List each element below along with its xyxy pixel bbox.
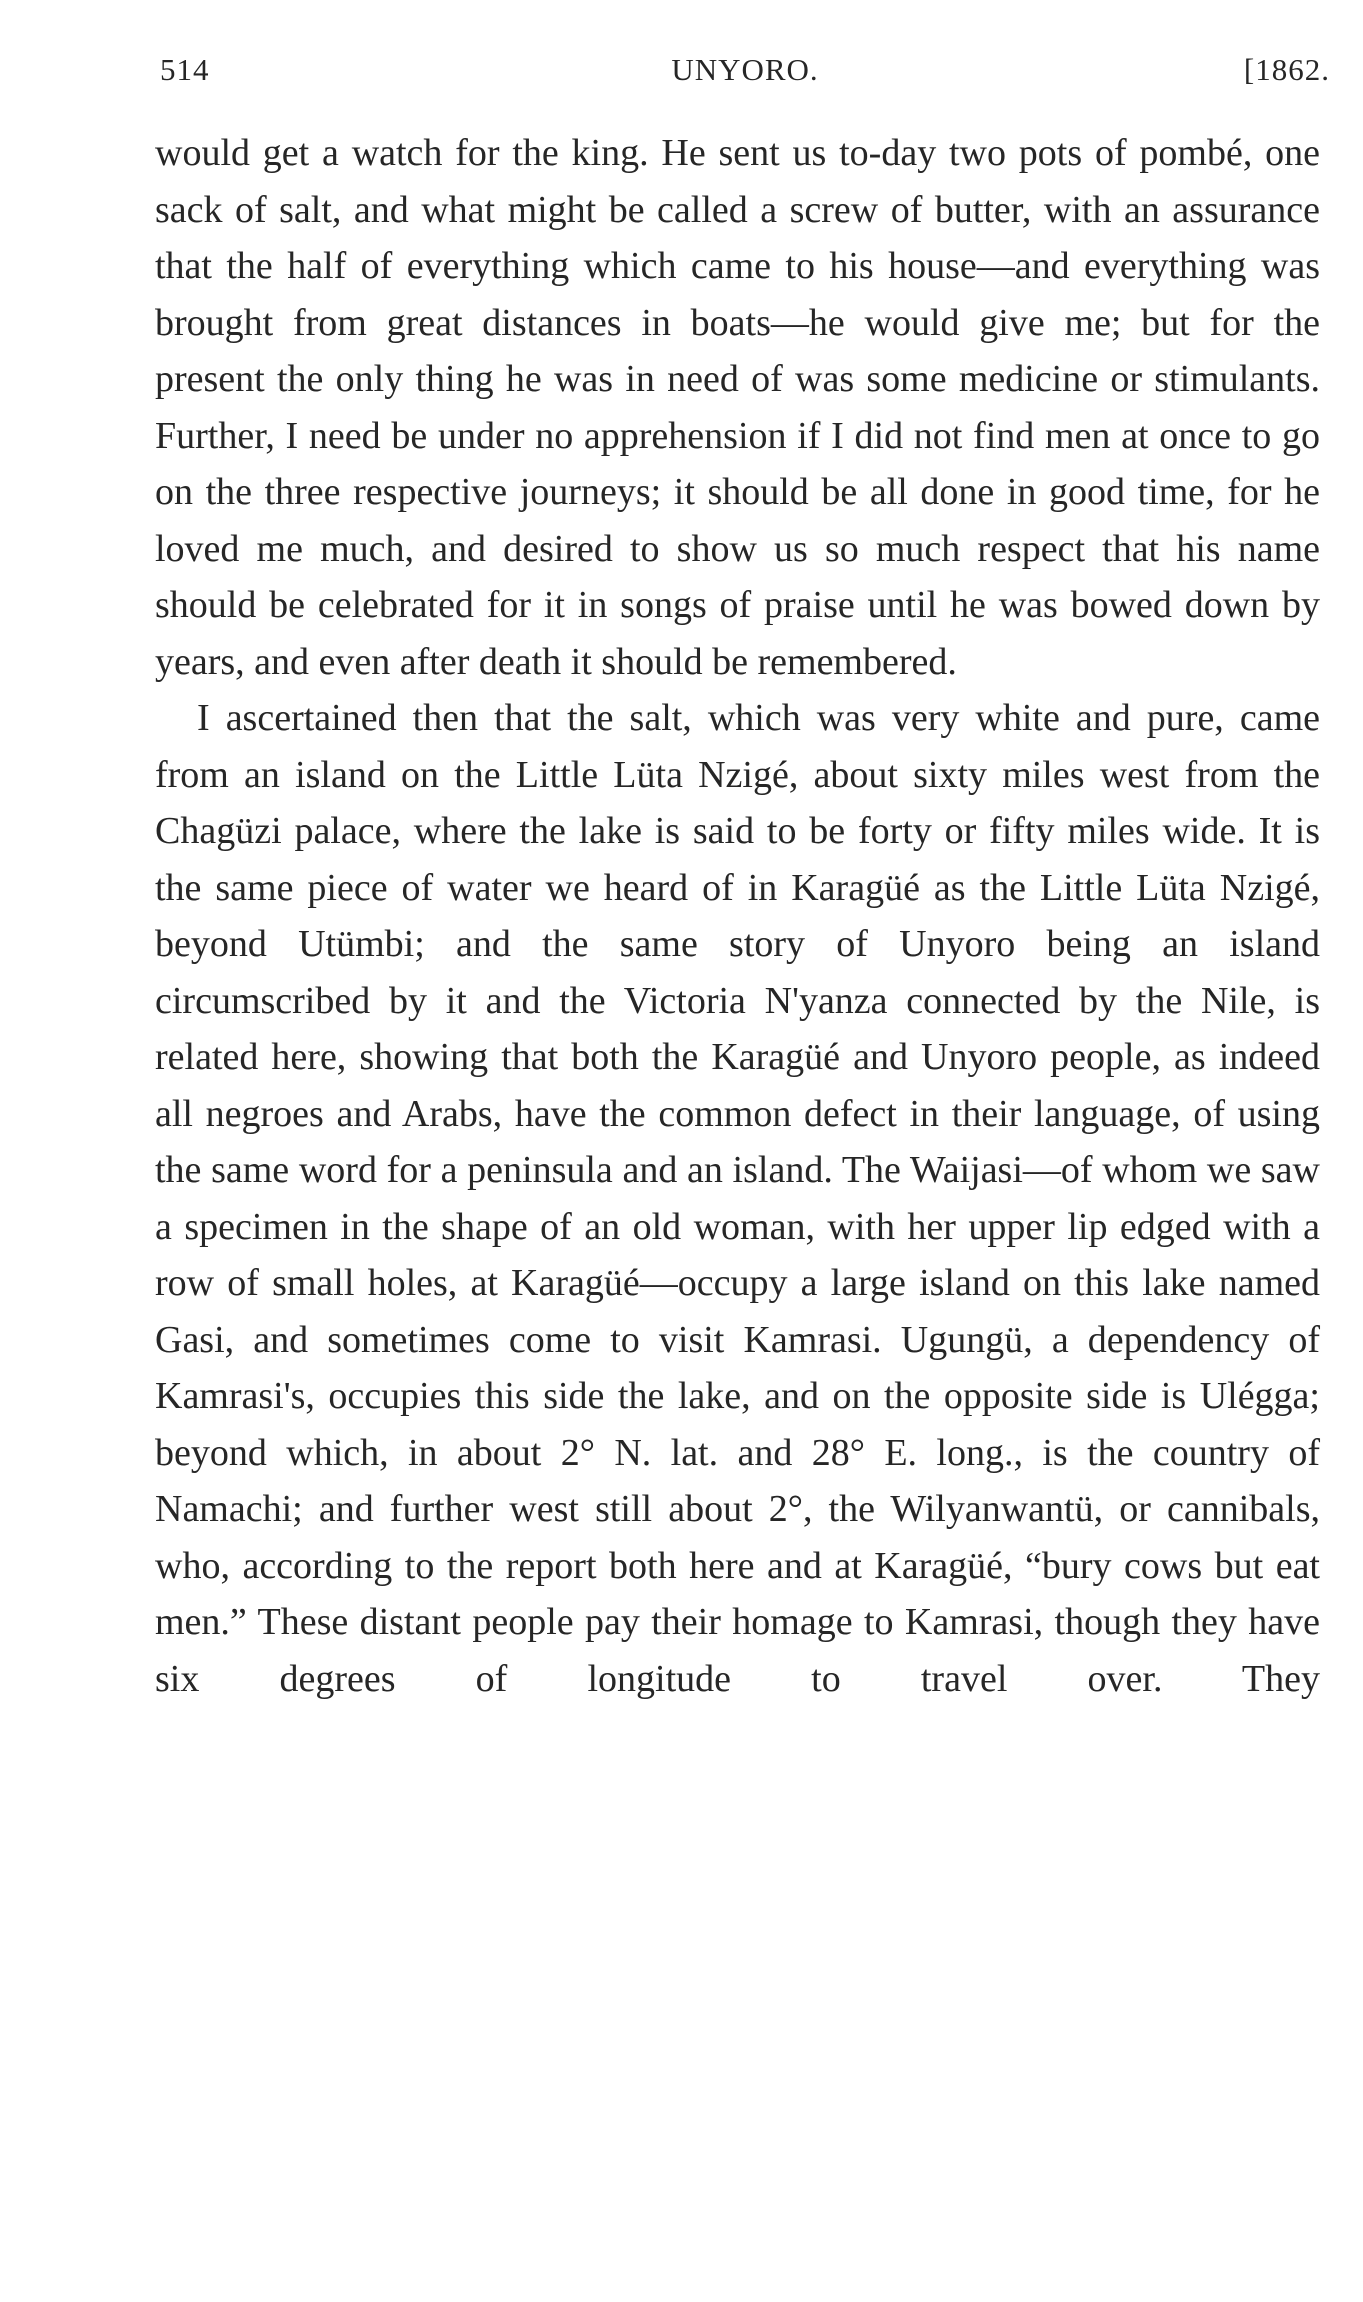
body-text [155,125,1320,1707]
running-head [160,40,1330,100]
page-number: 514 [160,52,210,87]
paragraph-salt-island: I ascertained then that the salt, which was very white and pure, came from an island on the Little Lüta Nzigé, about sixty miles west from the Chagüzi palace, where the lake is said to be forty or fifty miles wide. It is the same piece of water we heard of in Karagüé as the Little Lüta Nzigé, beyond Utümbi; and the same story of Unyoro being an island circumscribed by it and the Victoria N'yanza connected by the Nile, is related here, showing that both the Karagüé and Unyoro people, as indeed all negroes and Arabs, have the common defect in their language, of using the same word for a peninsula and an island. The Waijasi—of whom we saw a specimen in the shape of an old woman, with her upper lip edged with a row of small holes, at Karagüé—occupy a large island on this lake named Gasi, and sometimes come to visit Kamrasi. Ugungü, a dependency of Kamrasi's, occupies this side the lake, and on the opposite side is Ulégga; beyond which, in about 2° N. lat. and 28° E. long., is the country of Namachi; and further west still about 2°, the Wilyanwantü, or cannibals, who, according to the report both here and at Karagüé, “bury cows but eat men.” These distant people pay their homage to Kamrasi, though they have six degrees of longitude to travel over. They [155,697,1320,1700]
running-year: [1862. [1243,52,1330,87]
paragraph-continued: would get a watch for the king. He sent us to-day two pots of pombé, one sack of salt, and what might be called a screw of butter, with an assurance that the half of everything which came to his house—and everything was brought from great distances in boats—he would give me; but for the present the only thing he was in need of was some medicine or stimulants. Further, I need be under no apprehension if I did not find men at once to go on the three respective journeys; it should be all done in good time, for he loved me much, and desired to show us so much respect that his name should be celebrated for it in songs of praise until he was bowed down by years, and even after death it should be remembered. [155,132,1320,683]
running-title: UNYORO. [671,52,819,87]
